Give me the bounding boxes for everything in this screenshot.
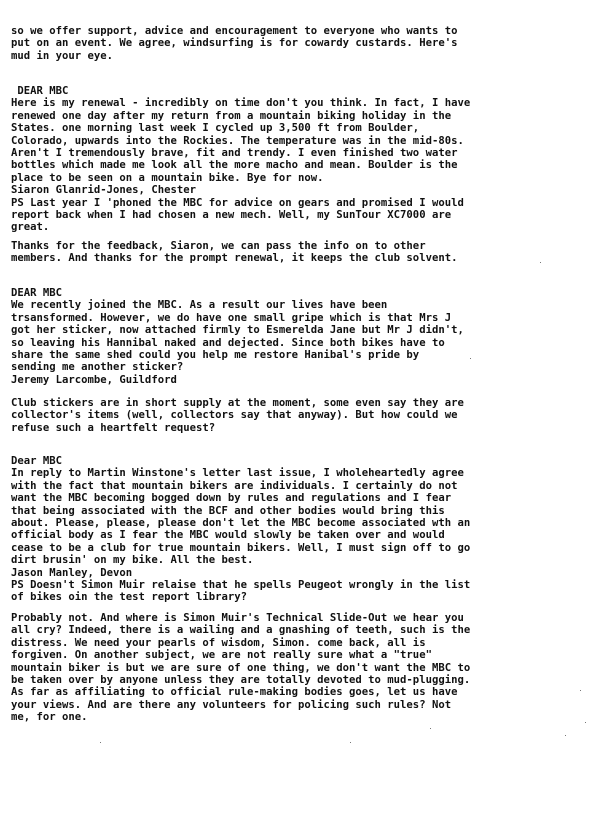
scan-speck — [565, 735, 566, 736]
text-line: share the same shed could you help me restore Hanibal's pride by — [11, 348, 420, 361]
scan-speck — [100, 742, 101, 743]
letter-signature: Siaron Glanrid-Jones, Chester — [11, 184, 196, 197]
text-line: with the fact that mountain bikers are individuals. I certainly do not — [11, 479, 458, 492]
text-line: me, for one. — [11, 711, 88, 724]
text-line: of bikes oin the test report library? — [11, 591, 247, 604]
text-line: refuse such a heartfelt request? — [11, 421, 216, 434]
letter-jeremy — [11, 287, 596, 386]
text-line: dirt brusin' on my bike. All the best. — [11, 554, 254, 567]
text-line: all cry? Indeed, there is a wailing and a gnashing of teeth, such is the — [11, 624, 471, 637]
scan-speck — [540, 262, 541, 263]
scan-speck — [350, 742, 351, 743]
text-line: Aren't I tremendously brave, fit and trendy. I even finished two water — [11, 146, 458, 159]
text-line: put on an event. We agree, windsurfing is for cowardy custards. Here's — [11, 37, 458, 50]
text-line: Colorado, upwards into the Rockies. The temperature was in the mid-80s. — [11, 134, 464, 147]
text-line: cease to be a club for true mountain bikers. Well, I must sign off to go — [11, 541, 471, 554]
text-line: so we offer support, advice and encouragement to everyone who wants to — [11, 25, 458, 37]
text-line: PS Doesn't Simon Muir relaise that he spells Peugeot wrongly in the list — [11, 578, 471, 591]
text-line: your views. And are there any volunteers for policing such rules? Not — [11, 698, 452, 711]
text-line: Thanks for the feedback, Siaron, we can pass the info on to other — [11, 240, 426, 252]
letter-salutation: Dear MBC — [11, 455, 63, 467]
text-line: distress. We need your pearls of wisdom, Simon. come back, all is — [11, 636, 426, 649]
text-line: mountain biker is but we are sure of one thing, we don't want the MBC to — [11, 661, 471, 674]
text-line: so leaving his Hannibal naked and dejected. Since both bikes have to — [11, 336, 445, 349]
text-line: collector's items (well, collectors say that anyway). But how could we — [11, 409, 458, 422]
letter-salutation: DEAR MBC — [11, 85, 69, 97]
text-line: trsansformed. However, we do have one small gripe which is that Mrs J — [11, 311, 452, 324]
text-line: We recently joined the MBC. As a result our lives have been — [11, 299, 388, 312]
text-line: sending me another sticker? — [11, 361, 184, 374]
text-line: great. — [11, 221, 50, 234]
text-line: about. Please, please, please don't let the MBC become associated wth an — [11, 516, 471, 529]
letter-signature: Jason Manley, Devon — [11, 566, 133, 579]
text-line: got her sticker, now attached firmly to Esmerelda Jane but Mr J didn't, — [11, 324, 464, 337]
text-line: forgiven. On another subject, we are not really sure what a "true" — [11, 649, 432, 662]
letter-siaron — [11, 85, 596, 234]
reply-paragraph — [11, 240, 596, 265]
reply-paragraph — [11, 612, 596, 724]
scan-speck — [470, 358, 471, 359]
scan-speck — [430, 728, 431, 729]
text-line: Probably not. And where is Simon Muir's Technical Slide-Out we hear you — [11, 612, 464, 624]
text-line: place to be seen on a mountain bike. Bye for now. — [11, 171, 324, 184]
letter-jason — [11, 455, 596, 604]
text-line: Club stickers are in short supply at the moment, some even say they are — [11, 397, 464, 409]
scan-speck — [585, 722, 586, 723]
text-line: report back when I had chosen a new mech. Well, my SunTour XC7000 are — [11, 208, 452, 221]
text-line: members. And thanks for the prompt renewal, it keeps the club solvent. — [11, 252, 458, 265]
letter-signature: Jeremy Larcombe, Guildford — [11, 373, 177, 386]
text-line: Here is my renewal - incredibly on time don't you think. In fact, I have — [11, 97, 471, 110]
text-line: official body as I fear the MBC would slowly be taken over and would — [11, 529, 445, 542]
text-line: that being associated with the BCF and other bodies would bring this — [11, 504, 445, 517]
text-line: renewed one day after my return from a mountain biking holiday in the — [11, 109, 452, 122]
text-line: mud in your eye. — [11, 49, 114, 62]
text-line: be taken over by anyone unless they are totally devoted to mud-plugging. — [11, 673, 471, 686]
text-line: want the MBC becoming bogged down by rules and regulations and I fear — [11, 492, 452, 505]
text-line: PS Last year I 'phoned the MBC for advice on gears and promised I would — [11, 196, 464, 209]
text-line: As far as affiliating to official rule-making bodies goes, let us have — [11, 686, 458, 699]
letter-salutation: DEAR MBC — [11, 287, 63, 299]
reply-paragraph — [11, 25, 596, 62]
text-line: bottles which made me look all the more macho and mean. Boulder is the — [11, 159, 458, 172]
text-line: In reply to Martin Winstone's letter last issue, I wholeheartedly agree — [11, 467, 464, 480]
scan-speck — [580, 690, 581, 691]
reply-paragraph — [11, 397, 596, 434]
text-line: States. one morning last week I cycled up 3,500 ft from Boulder, — [11, 122, 420, 135]
